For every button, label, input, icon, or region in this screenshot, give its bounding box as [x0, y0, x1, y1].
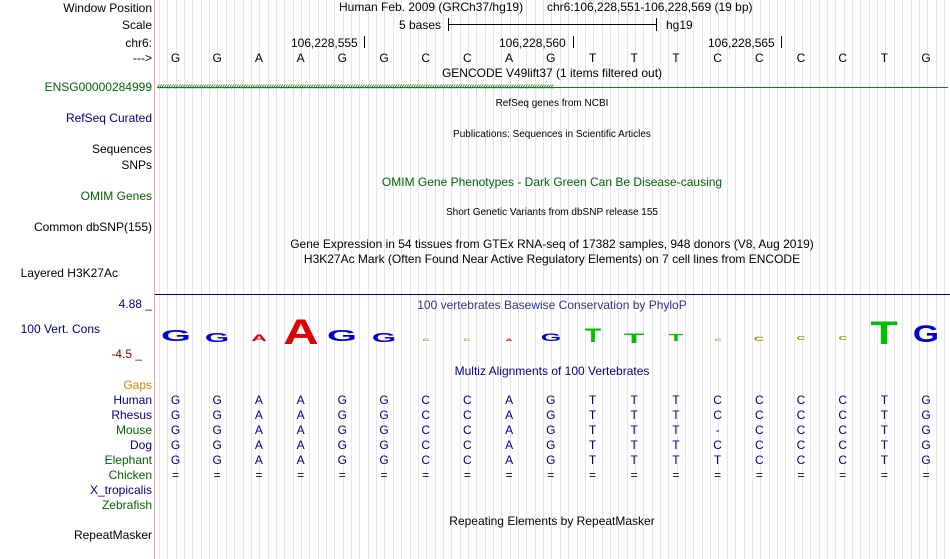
reference-base: T [880, 51, 889, 65]
reference-base: G [546, 51, 556, 65]
alignment-base: = [672, 468, 680, 482]
alignment-base: T [713, 453, 722, 467]
publications-track-title: Publications: Sequences in Scientific Articles [453, 129, 651, 140]
alignment-base: C [463, 393, 472, 407]
alignment-base: C [421, 393, 431, 407]
coord-tick [573, 36, 574, 48]
species-rhesus-label[interactable]: Rhesus [111, 408, 152, 422]
cons-max-label: 4.88 _ [118, 297, 152, 311]
alignment-base: G [212, 438, 222, 452]
species-mouse-label[interactable]: Mouse [115, 423, 152, 437]
alignment-base: T [880, 408, 889, 422]
alignment-base: = [255, 468, 263, 482]
conservation-letter: T [584, 325, 601, 347]
reference-base: C [796, 51, 806, 65]
scale-bar-right [656, 18, 657, 31]
refseq-track-title: RefSeq genes from NCBI [495, 98, 609, 109]
alignment-base: = [630, 468, 638, 482]
alignment-base: A [254, 393, 263, 407]
scale-label: Scale [121, 18, 152, 32]
alignment-base: T [672, 393, 680, 407]
alignment-base: A [254, 423, 263, 437]
alignment-base: G [337, 408, 347, 422]
conservation-letter: C [422, 337, 430, 342]
alignment-base: C [796, 453, 806, 467]
alignment-base: C [463, 423, 472, 437]
alignment-base: C [463, 408, 472, 422]
alignment-base: C [796, 438, 806, 452]
dbsnp-track-title: Short Genetic Variants from dbSNP release 155 [446, 207, 658, 218]
cons-top-line [155, 294, 950, 295]
alignment-base: T [672, 438, 680, 452]
alignment-base: T [630, 453, 638, 467]
alignment-base: G [546, 453, 556, 467]
gencode-track-title: GENCODE V49lift37 (1 items filtered out) [441, 66, 663, 80]
alignment-base: T [880, 423, 889, 437]
h3k27ac-track-title: H3K27Ac Mark (Often Found Near Active Regulatory Elements) on 7 cell lines from ENCODE [303, 252, 801, 266]
alignment-base: T [672, 408, 680, 422]
alignment-base: = [463, 468, 471, 482]
alignment-base: C [796, 393, 806, 407]
alignment-base: G [379, 423, 389, 437]
alignment-base: A [254, 438, 263, 452]
alignment-base: = [422, 468, 430, 482]
alignment-base: G [546, 393, 556, 407]
alignment-base: = [714, 468, 722, 482]
alignment-base: T [880, 438, 889, 452]
alignment-base: G [170, 453, 181, 467]
alignment-base: C [463, 453, 472, 467]
sequences-label[interactable]: Sequences [91, 142, 152, 156]
reference-base: C [463, 51, 472, 65]
alignment-base: C [754, 423, 764, 437]
species-xtropicalis-label[interactable]: X_tropicalis [89, 483, 152, 497]
alignment-base: T [588, 393, 597, 407]
conservation-letter: T [870, 315, 899, 351]
species-chicken-label[interactable]: Chicken [108, 468, 152, 482]
alignment-base: G [921, 408, 931, 422]
alignment-base: G [921, 453, 931, 467]
alignment-base: = [797, 468, 805, 482]
alignment-base: G [212, 423, 222, 437]
conservation-letter: C [463, 337, 471, 342]
alignment-base: T [588, 453, 597, 467]
alignment-base: A [505, 438, 514, 452]
alignment-base: G [212, 408, 222, 422]
conservation-letter: C [838, 336, 848, 343]
reference-base: A [505, 51, 514, 65]
alignment-base: T [630, 423, 638, 437]
position-title: chr6:106,228,551-106,228,569 (19 bp) [547, 0, 753, 14]
omim-track-title: OMIM Gene Phenotypes - Dark Green Can Be Disease-causing [381, 175, 723, 189]
alignment-base: C [838, 453, 848, 467]
reference-base: G [921, 51, 931, 65]
gencode-gene-line [157, 87, 948, 88]
alignment-base: T [672, 453, 680, 467]
alignment-base: A [505, 423, 514, 437]
alignment-base: A [505, 408, 514, 422]
reference-base: C [838, 51, 848, 65]
reference-base: C [421, 51, 431, 65]
alignment-base: C [713, 438, 722, 452]
conservation-letter: A [282, 312, 319, 352]
alignment-base: G [337, 393, 347, 407]
alignment-base: T [672, 423, 680, 437]
alignment-base: - [715, 423, 720, 437]
alignment-base: G [212, 393, 222, 407]
alignment-base: A [296, 408, 305, 422]
alignment-base: C [838, 423, 848, 437]
alignment-base: G [379, 438, 389, 452]
window-position-label: Window Position [63, 1, 152, 15]
repeatmasker-label[interactable]: RepeatMasker [73, 528, 152, 542]
alignment-base: T [588, 423, 597, 437]
alignment-base: T [880, 393, 889, 407]
alignment-base: C [838, 438, 848, 452]
alignment-base: = [505, 468, 513, 482]
alignment-base: = [839, 468, 847, 482]
coord-label: 106,228,560 [499, 36, 566, 50]
coord-label: 106,228,565 [708, 36, 775, 50]
alignment-base: C [838, 393, 848, 407]
conservation-letter: C [796, 336, 806, 343]
alignment-base: = [380, 468, 388, 482]
gtex-track-title: Gene Expression in 54 tissues from GTEx RNA-seq of 17382 samples, 948 donors (V8, Aug 2019) [290, 237, 814, 251]
alignment-base: = [297, 468, 305, 482]
alignment-base: G [337, 438, 347, 452]
alignment-base: G [170, 408, 181, 422]
alignment-base: G [546, 423, 556, 437]
alignment-base: = [588, 468, 597, 482]
alignment-base: = [338, 468, 346, 482]
conservation-letter: G [327, 328, 358, 345]
conservation-letter: C [754, 336, 765, 343]
gencode-gene-label[interactable]: ENSG00000284999 [44, 80, 152, 94]
alignment-base: C [421, 423, 431, 437]
scale-bar [448, 24, 656, 25]
reference-base: C [754, 51, 764, 65]
species-dog-label[interactable]: Dog [129, 438, 152, 452]
alignment-base: T [588, 408, 597, 422]
alignment-base: G [170, 438, 181, 452]
alignment-base: G [170, 423, 181, 437]
reference-base: T [630, 51, 638, 65]
reference-base: G [212, 51, 222, 65]
alignment-base: G [921, 438, 931, 452]
coord-label: 106,228,555 [291, 36, 358, 50]
refseq-curated-label[interactable]: RefSeq Curated [65, 111, 152, 125]
alignment-base: A [296, 423, 305, 437]
reference-base: G [379, 51, 389, 65]
species-zebrafish-label[interactable]: Zebrafish [101, 498, 152, 512]
alignment-base: G [212, 453, 222, 467]
alignment-base: G [379, 408, 389, 422]
reference-base: A [296, 51, 305, 65]
alignment-base: G [546, 438, 556, 452]
conservation-letter: T [668, 332, 684, 344]
alignment-base: C [754, 438, 764, 452]
alignment-base: A [505, 393, 514, 407]
reference-base: T [672, 51, 680, 65]
alignment-base: T [630, 438, 638, 452]
cons-track-label[interactable]: 100 Vert. Cons [20, 322, 100, 336]
conservation-letter: A [251, 333, 267, 344]
conservation-letter: G [913, 321, 940, 348]
alignment-base: C [796, 423, 806, 437]
reference-base: G [170, 51, 181, 65]
conservation-letter: C [714, 337, 722, 342]
alignment-base: C [754, 453, 764, 467]
alignment-base: C [713, 408, 722, 422]
conservation-letter: T [623, 329, 645, 346]
reference-base: C [713, 51, 722, 65]
alignment-base: G [379, 453, 389, 467]
scale-db: hg19 [666, 18, 693, 32]
snps-label[interactable]: SNPs [121, 158, 152, 172]
alignment-base: G [337, 453, 347, 467]
alignment-base: A [296, 438, 305, 452]
alignment-base: T [630, 393, 638, 407]
alignment-base: T [880, 453, 889, 467]
alignment-base: = [880, 468, 888, 482]
h3k27ac-label[interactable]: Layered H3K27Ac [20, 266, 118, 280]
phylop-track-title: 100 vertebrates Basewise Conservation by PhyloP [417, 298, 687, 312]
alignment-base: = [755, 468, 763, 482]
reference-base: A [254, 51, 263, 65]
repeatmasker-track-title: Repeating Elements by RepeatMasker [449, 514, 655, 528]
track-image[interactable] [155, 0, 950, 559]
alignment-base: C [796, 408, 806, 422]
multiz-track-title: Multiz Alignments of 100 Vertebrates [454, 364, 650, 378]
conservation-letter: G [160, 328, 191, 345]
reference-base: G [337, 51, 347, 65]
species-human-label[interactable]: Human [113, 393, 152, 407]
alignment-base: C [754, 393, 764, 407]
conservation-letter: A [505, 337, 513, 342]
alignment-base: = [213, 468, 221, 482]
alignment-base: A [254, 453, 263, 467]
alignment-base: C [421, 438, 431, 452]
gaps-label: Gaps [123, 378, 152, 392]
strand-arrow-label: ---> [133, 51, 152, 65]
alignment-base: C [463, 438, 472, 452]
alignment-base: A [296, 393, 305, 407]
conservation-letter: G [371, 330, 397, 346]
alignment-base: = [171, 468, 180, 482]
omim-genes-label[interactable]: OMIM Genes [80, 189, 152, 203]
conservation-letter: G [540, 331, 562, 344]
scale-text: 5 bases [399, 18, 442, 32]
alignment-base: C [838, 408, 848, 422]
assembly-title: Human Feb. 2009 (GRCh37/hg19) [339, 0, 524, 14]
alignment-base: G [921, 423, 931, 437]
alignment-base: T [588, 438, 597, 452]
alignment-base: G [170, 393, 181, 407]
alignment-base: A [296, 453, 305, 467]
track-labels [0, 0, 154, 559]
alignment-base: C [754, 408, 764, 422]
common-dbsnp-label[interactable]: Common dbSNP(155) [33, 220, 152, 234]
coord-tick [781, 36, 782, 48]
alignment-base: G [337, 423, 347, 437]
alignment-base: A [505, 453, 514, 467]
alignment-base: = [547, 468, 555, 482]
alignment-base: C [421, 408, 431, 422]
species-elephant-label[interactable]: Elephant [104, 453, 152, 467]
alignment-base: C [713, 393, 722, 407]
chrom-label: chr6: [125, 36, 152, 50]
cons-min-label: -4.5 _ [111, 347, 142, 361]
alignment-base: G [921, 393, 931, 407]
coord-tick [364, 36, 365, 48]
alignment-base: G [546, 408, 556, 422]
alignment-base: T [630, 408, 638, 422]
conservation-letter: G [205, 330, 230, 346]
alignment-base: C [421, 453, 431, 467]
alignment-base: = [922, 468, 930, 482]
reference-base: T [588, 51, 597, 65]
alignment-base: G [379, 393, 389, 407]
alignment-base: A [254, 408, 263, 422]
